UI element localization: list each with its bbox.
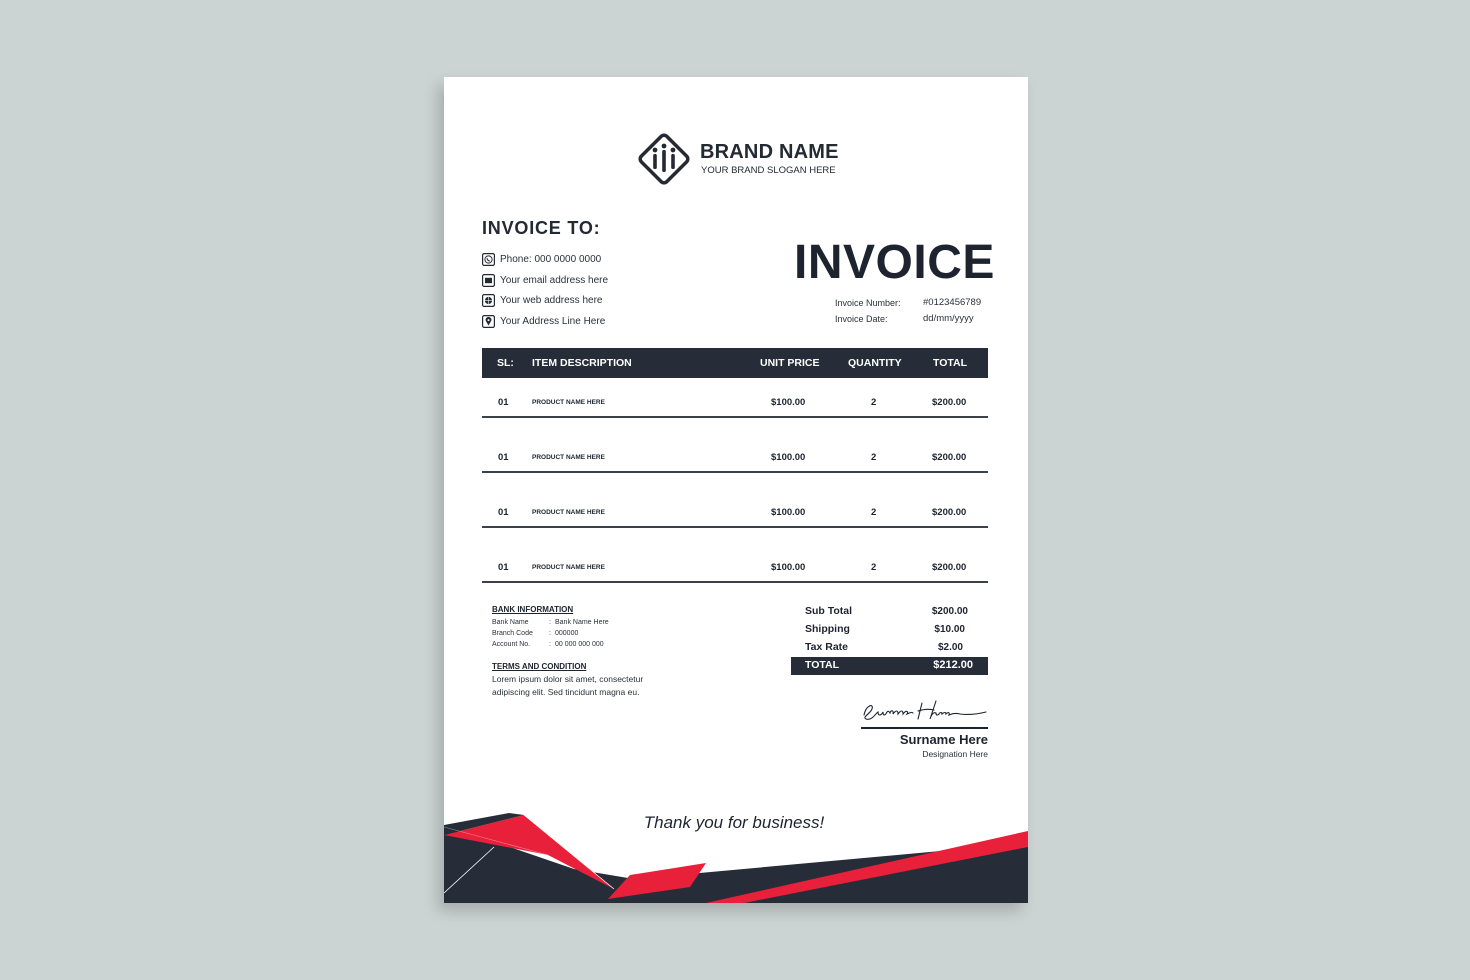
row-divider	[482, 581, 988, 583]
invoice-number-value: #0123456789	[923, 297, 982, 308]
row-sl: 01	[498, 507, 509, 518]
account-no-value: 00 000 000 000	[555, 641, 604, 648]
row-description: PRODUCT NAME HERE	[532, 399, 605, 406]
row-sl: 01	[498, 397, 509, 408]
invoice-date-value: dd/mm/yyyy	[923, 313, 974, 324]
signatory-designation: Designation Here	[922, 749, 988, 759]
row-quantity: 2	[871, 397, 877, 408]
contact-web-text: Your web address here	[500, 294, 603, 306]
row-sl: 01	[498, 452, 509, 463]
header-description: ITEM DESCRIPTION	[532, 357, 632, 369]
subtotal-label: Sub Total	[805, 605, 853, 617]
branch-code-label: Branch Code	[492, 630, 533, 637]
row-sl: 01	[498, 562, 509, 573]
row-total: $200.00	[932, 452, 967, 463]
row-unit-price: $100.00	[771, 507, 806, 518]
contact-address	[482, 313, 682, 329]
contact-email-text: Your email address here	[500, 274, 609, 286]
invoice-page	[444, 77, 1028, 903]
header-unit-price: UNIT PRICE	[760, 357, 820, 369]
contact-email	[482, 272, 682, 288]
account-no-label: Account No.	[492, 641, 531, 648]
row-unit-price: $100.00	[771, 397, 806, 408]
table-row	[482, 418, 988, 473]
row-quantity: 2	[871, 452, 877, 463]
tax-label: Tax Rate	[805, 641, 848, 653]
footer-decoration	[444, 807, 1028, 903]
shipping-value: $10.00	[934, 624, 965, 635]
header-sl: SL:	[497, 357, 514, 369]
header-quantity: QUANTITY	[848, 357, 902, 369]
table-row	[482, 528, 988, 583]
row-unit-price: $100.00	[771, 562, 806, 573]
branch-code-sep: :	[549, 630, 551, 637]
grand-total-value: $212.00	[933, 659, 973, 671]
row-total: $200.00	[932, 397, 967, 408]
signatory-name: Surname Here	[899, 732, 988, 747]
tax-value: $2.00	[937, 642, 963, 653]
grand-total-label: TOTAL	[805, 659, 840, 671]
location-icon	[482, 315, 495, 328]
branch-code-value: 000000	[555, 630, 579, 637]
brand-name: BRAND NAME	[700, 141, 839, 163]
bank-name-label: Bank Name	[492, 619, 529, 626]
table-row	[482, 473, 988, 528]
row-total: $200.00	[932, 507, 967, 518]
invoice-title: INVOICE	[794, 236, 995, 289]
row-total: $200.00	[932, 562, 967, 573]
bank-info-title: BANK INFORMATION	[492, 605, 574, 614]
signature-line	[861, 727, 988, 729]
invoice-date-label: Invoice Date:	[835, 314, 888, 324]
contact-phone	[482, 251, 682, 267]
row-unit-price: $100.00	[771, 452, 806, 463]
row-quantity: 2	[871, 562, 877, 573]
grand-total-bar	[791, 657, 988, 675]
account-no-sep: :	[549, 641, 551, 648]
thank-you-text: Thank you for business!	[643, 813, 825, 832]
terms-text: Lorem ipsum dolor sit amet, consectetur adipiscing elit. Sed tincidunt magna eu.	[492, 674, 644, 697]
invoice-number-label: Invoice Number:	[835, 298, 901, 308]
row-description: PRODUCT NAME HERE	[532, 564, 605, 571]
web-icon	[482, 294, 495, 307]
subtotal-value: $200.00	[931, 606, 968, 617]
contact-address-text: Your Address Line Here	[500, 315, 606, 327]
shipping-label: Shipping	[805, 623, 850, 635]
contact-phone-text: Phone: 000 0000 0000	[500, 253, 602, 265]
row-description: PRODUCT NAME HERE	[532, 509, 605, 516]
contact-web	[482, 292, 682, 308]
row-description: PRODUCT NAME HERE	[532, 454, 605, 461]
phone-icon	[482, 253, 495, 266]
brand-slogan: YOUR BRAND SLOGAN HERE	[701, 165, 836, 176]
table-row	[482, 363, 988, 418]
invoice-to-heading: INVOICE TO:	[482, 218, 601, 238]
header-total: TOTAL	[933, 357, 968, 369]
terms-title: TERMS AND CONDITION	[492, 662, 587, 671]
bank-name-value: Bank Name Here	[555, 619, 609, 626]
bank-name-sep: :	[549, 619, 551, 626]
row-quantity: 2	[871, 507, 877, 518]
signature-image	[860, 697, 990, 725]
brand-logo-icon	[634, 129, 694, 189]
email-icon	[482, 274, 495, 287]
